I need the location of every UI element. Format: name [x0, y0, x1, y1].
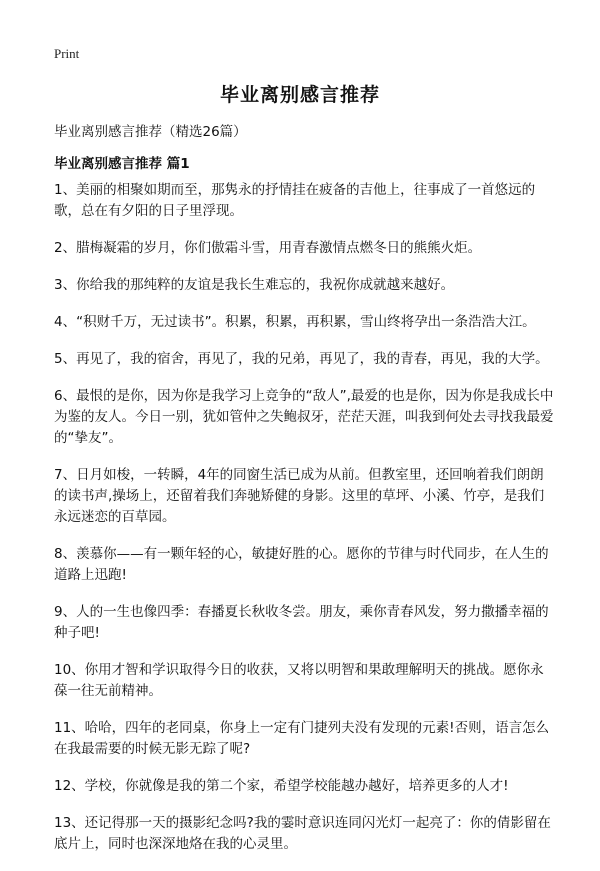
page-subtitle: 毕业离别感言推荐（精选26篇） [54, 124, 247, 140]
list-item: 7、日月如梭，一转瞬，4年的同窗生活已成为从前。但教室里，还回响着我们朗朗的读书声,操场上，还留着我们奔驰矫健的身影。这里的草坪、小溪、竹亭，是我们永远迷恋的百草园。 [54, 467, 545, 525]
list-item: 1、美丽的相聚如期而至，那隽永的抒情挂在疲备的吉他上，往事成了一首悠远的歌，总在有夕阳的日子里浮现。 [54, 182, 536, 219]
list-item: 4、“积财千万，无过读书”。积累，积累，再积累，雪山终将孕出一条浩浩大江。 [54, 314, 536, 330]
list-item: 5、再见了，我的宿舍，再见了，我的兄弟，再见了，我的青春，再见，我的大学。 [54, 351, 549, 367]
list-item: 8、羡慕你——有一颗年轻的心，敏捷好胜的心。愿你的节律与时代同步，在人生的道路上迅跑! [54, 546, 549, 583]
list-item: 3、你给我的那纯粹的友谊是我长生难忘的，我祝你成就越来越好。 [54, 277, 455, 293]
page-title: 毕业离别感言推荐 [219, 84, 380, 106]
list-item: 10、你用才智和学识取得今日的收获，又将以明智和果敢理解明天的挑战。愿你永葆一往无前精神。 [54, 662, 544, 699]
list-item: 6、最恨的是你，因为你是我学习上竞争的“敌人”,最爱的也是你，因为你是我成长中为鉴的友人。今日一别，犹如管仲之失鲍叔牙，茫茫天涯，叫我到何处去寻找我最爱的“挚友”。 [54, 388, 554, 446]
list-item: 9、人的一生也像四季：春播夏长秋收冬尝。朋友，乘你青春风发，努力撒播幸福的种子吧! [54, 604, 549, 641]
item-list [54, 180, 554, 871]
print-link[interactable]: Print [54, 46, 80, 61]
list-item: 11、哈哈，四年的老同桌，你身上一定有门捷列夫没有发现的元素!否则，语言怎么在我最需要的时候无影无踪了呢? [54, 720, 550, 757]
list-item: 13、还记得那一天的摄影纪念吗?我的霎时意识连同闪光灯一起亮了：你的倩影留在底片上，同时也深深地烙在我的心灵里。 [54, 815, 551, 852]
list-item: 2、腊梅凝霜的岁月，你们傲霜斗雪，用青春激情点燃冬日的熊熊火炬。 [54, 240, 482, 256]
list-item: 12、学校，你就像是我的第二个家，希望学校能越办越好，培养更多的人才! [54, 778, 509, 794]
section-heading: 毕业离别感言推荐 篇1 [54, 156, 190, 172]
